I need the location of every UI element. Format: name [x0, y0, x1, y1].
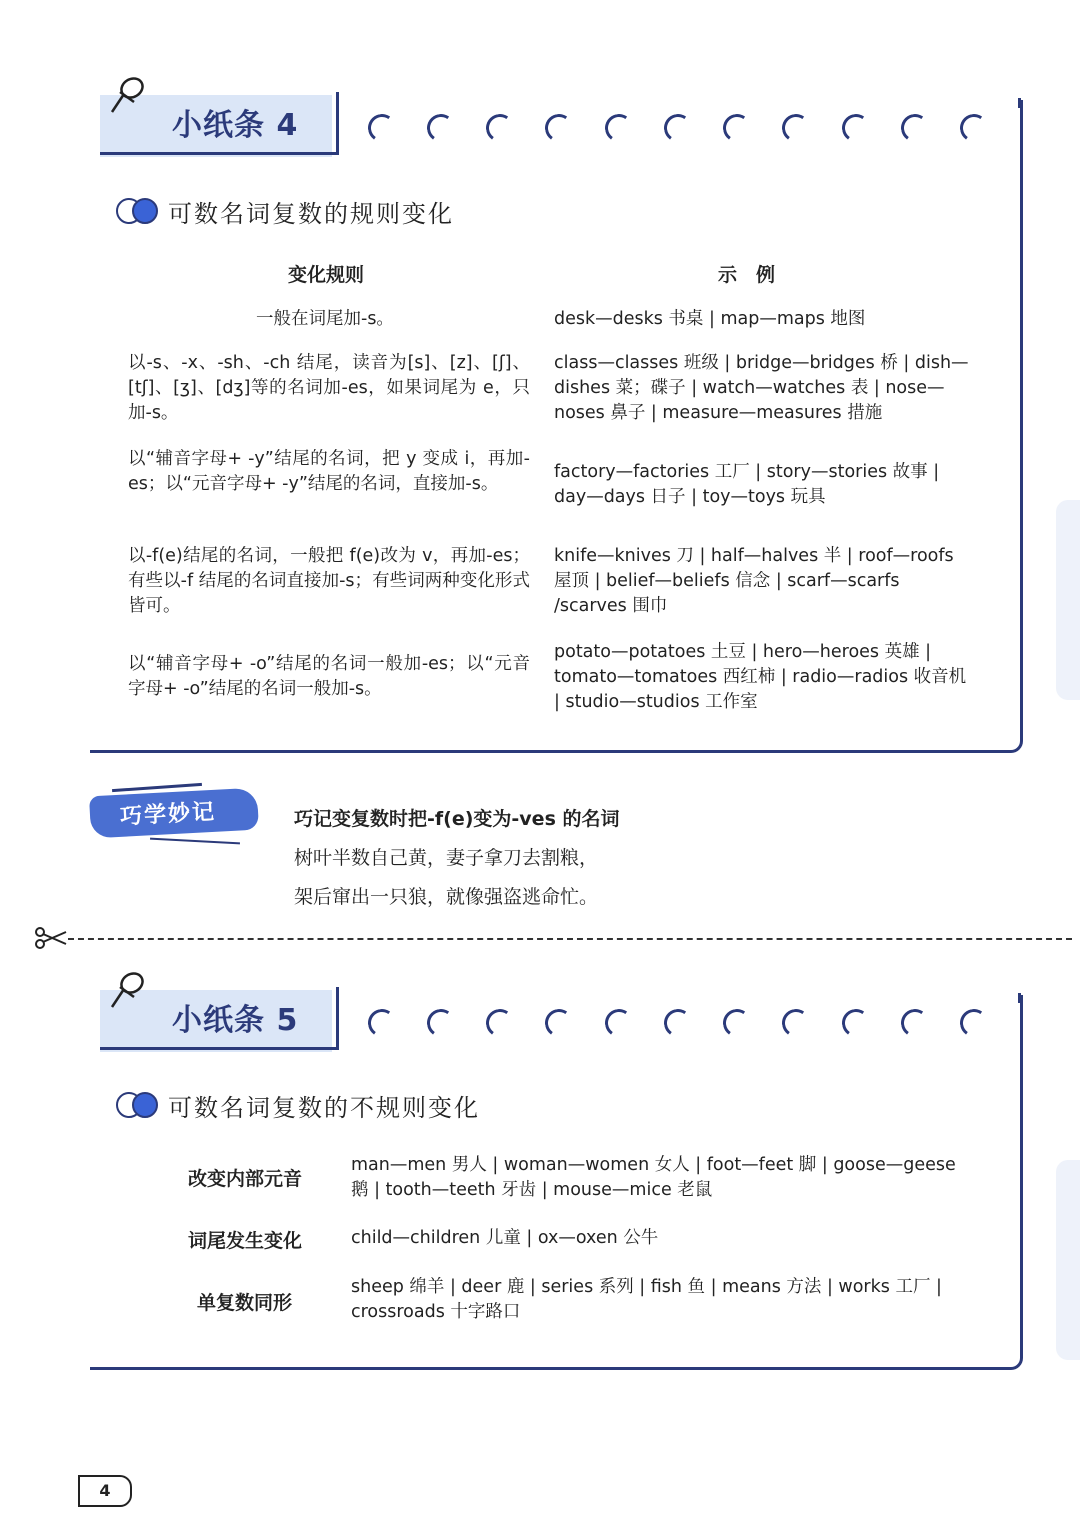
- page-number: 4: [78, 1475, 132, 1507]
- cut-line: [68, 938, 1072, 940]
- side-tab: [1056, 500, 1080, 700]
- tip-badge-label: 巧学妙记: [119, 799, 217, 830]
- frame-corner: [1018, 98, 1021, 108]
- category-label: 词尾发生变化: [188, 1230, 303, 1252]
- scissors-icon: [34, 926, 68, 950]
- col-header-example: 示 例: [718, 264, 776, 286]
- section-title: 可数名词复数的不规则变化: [168, 1094, 480, 1122]
- example-cell: factory—factories 工厂 | story—stories 故事 | day—days 日子 | toy—toys 玩具: [554, 462, 940, 507]
- category-label: 单复数同形: [197, 1292, 293, 1314]
- rule-cell: 以-s、-x、-sh、-ch 结尾，读音为[s]、[z]、[ʃ]、[tʃ]、[ʒ]、[dʒ]等的名词加-es，如果词尾为 e，只加-s。: [128, 353, 530, 423]
- example-cell: man—men 男人 | woman—women 女人 | foot—feet 脚 | goose—geese 鹅 | tooth—teeth 牙齿 | mouse—mice 老鼠: [351, 1155, 956, 1200]
- example-cell: sheep 绵羊 | deer 鹿 | series 系列 | fish 鱼 | means 方法 | works 工厂 | crossroads 十字路口: [351, 1277, 942, 1322]
- example-cell: potato—potatoes 土豆 | hero—heroes 英雄 | tomato—tomatoes 西红柿 | radio—radios 收音机 | studio—studios 工作室: [554, 642, 967, 712]
- category-label: 改变内部元音: [188, 1168, 303, 1190]
- bullet-icon: [116, 198, 160, 224]
- tip-rhyme-line: 架后窜出一只狼，就像强盗逃命忙。: [294, 886, 599, 908]
- note-4-title: 小纸条 4: [172, 108, 299, 143]
- col-header-rule: 变化规则: [288, 264, 365, 286]
- note-5-title: 小纸条 5: [172, 1003, 299, 1038]
- tip-heading: 巧记变复数时把-f(e)变为-ves 的名词: [294, 808, 620, 830]
- rule-cell: 以-f(e)结尾的名词，一般把 f(e)改为 v，再加-es；有些以-f 结尾的名词直接加-s；有些词两种变化形式皆可。: [128, 546, 530, 616]
- section-title: 可数名词复数的规则变化: [168, 200, 454, 228]
- rule-cell: 以“辅音字母+ -y”结尾的名词，把 y 变成 i，再加-es；以“元音字母+ -y”结尾的名词，直接加-s。: [128, 449, 530, 494]
- rule-cell: 一般在词尾加-s。: [256, 309, 394, 329]
- example-cell: child—children 儿童 | ox—oxen 公牛: [351, 1228, 659, 1248]
- example-cell: class—classes 班级 | bridge—bridges 桥 | dish—dishes 菜；碟子 | watch—watches 表 | nose—noses 鼻子 | measure—measures 措施: [554, 353, 969, 423]
- pushpin-icon: [106, 967, 152, 1013]
- rule-cell: 以“辅音字母+ -o”结尾的名词一般加-es；以“元音字母+ -o”结尾的名词一般加-s。: [128, 654, 530, 699]
- badge-stroke: [150, 838, 240, 845]
- example-cell: desk—desks 书桌 | map—maps 地图: [554, 309, 866, 329]
- tip-badge: [89, 788, 259, 839]
- tip-rhyme-line: 树叶半数自己黄，妻子拿刀去割粮，: [294, 847, 599, 869]
- pushpin-icon: [106, 72, 152, 118]
- bullet-icon: [116, 1092, 160, 1118]
- frame-corner: [1018, 993, 1021, 1003]
- example-cell: knife—knives 刀 | half—halves 半 | roof—roofs 屋顶 | belief—beliefs 信念 | scarf—scarfs /scarves 围巾: [554, 546, 954, 616]
- side-tab: [1056, 1160, 1080, 1360]
